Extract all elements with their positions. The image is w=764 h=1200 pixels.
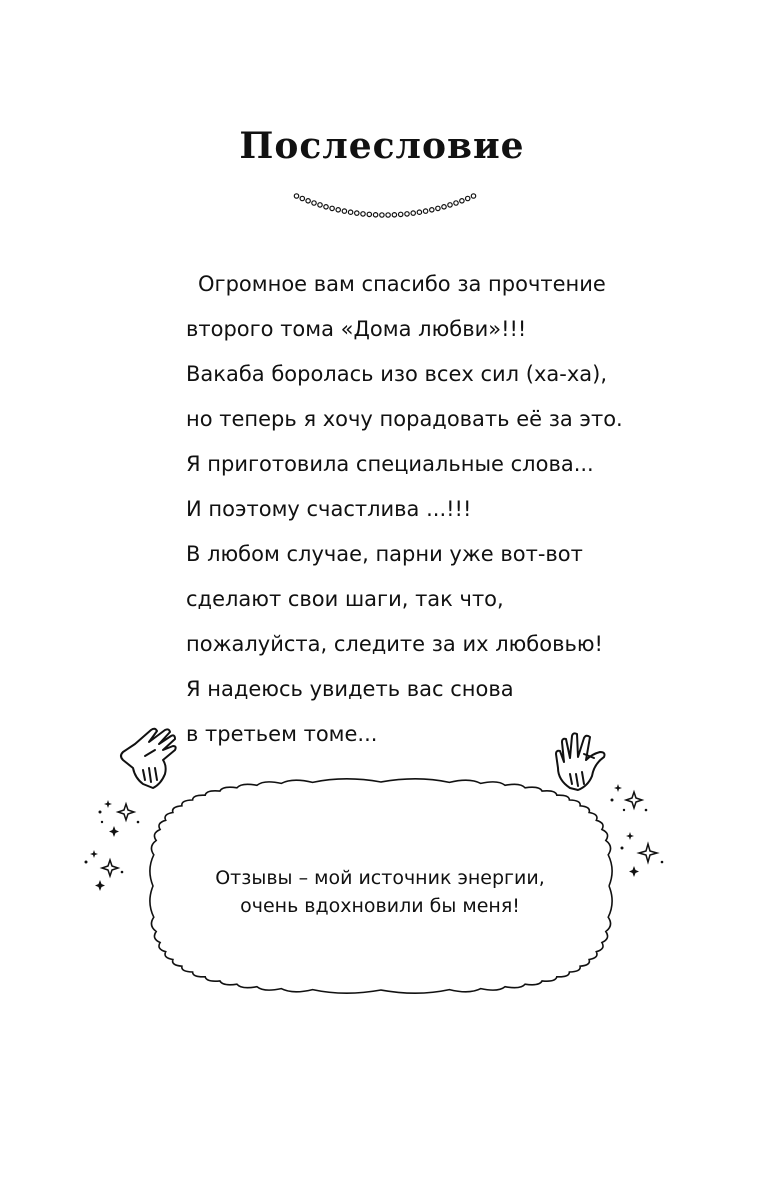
afterword-line: но теперь я хочу порадовать её за это. <box>186 407 623 431</box>
afterword-text <box>186 262 686 757</box>
speech-line: Отзывы – мой источник энергии, <box>215 867 545 889</box>
speech-bubble-text <box>170 864 590 920</box>
afterword-line: в третьем томе... <box>186 722 378 746</box>
afterword-line: И поэтому счастлива ...!!! <box>186 497 472 521</box>
sparkle-icon <box>94 792 144 842</box>
afterword-line: В любом случае, парни уже вот-вот <box>186 542 583 566</box>
afterword-line: пожалуйста, следите за их любовью! <box>186 632 603 656</box>
afterword-line: Огромное вам спасибо за прочтение <box>198 272 606 296</box>
afterword-line: Я надеюсь увидеть вас снова <box>186 677 514 701</box>
afterword-line: Вакаба боролась изо всех сил (ха-ха), <box>186 362 607 386</box>
afterword-line: сделают свои шаги, так что, <box>186 587 504 611</box>
page-title: Послесловие <box>239 125 525 167</box>
afterword-line: второго тома «Дома любви»!!! <box>186 317 527 341</box>
speech-line: очень вдохновили бы меня! <box>240 895 520 917</box>
afterword-line: Я приготовила специальные слова... <box>186 452 594 476</box>
sparkle-icon <box>80 846 130 896</box>
dotted-arc-icon <box>200 150 570 230</box>
